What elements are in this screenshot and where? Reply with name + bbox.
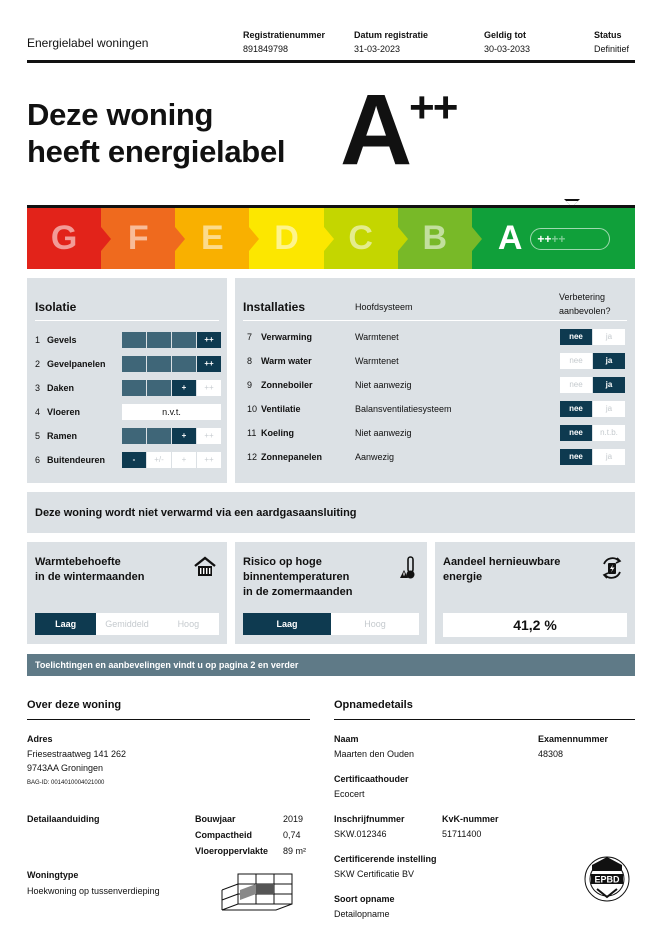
yn-option: n.t.b.: [593, 425, 625, 441]
warmtebehoefte-scale: Laag Gemiddeld Hoog: [35, 613, 219, 635]
row-verbetering: [560, 329, 626, 345]
row-label: Ventilatie: [261, 404, 301, 414]
header-field-datum: Datum registratie 31-03-2023: [354, 30, 429, 54]
row-label: Daken: [47, 383, 75, 393]
row-label: Vloeren: [47, 407, 81, 417]
row-verbetering: [560, 377, 626, 393]
scale-cell: [122, 380, 146, 396]
row-number: 10: [247, 404, 258, 414]
yn-option: nee: [560, 425, 592, 441]
bouwjaar-value: 2019: [283, 814, 304, 824]
hernieuwbaar-title: Aandeel hernieuwbare energie: [443, 556, 561, 583]
row-number: 5: [35, 431, 41, 441]
row-verbetering: [560, 449, 626, 465]
document-type: Energielabel woningen: [27, 36, 149, 50]
label-segment-g: G: [27, 208, 101, 269]
yn-option: nee: [560, 401, 592, 417]
yn-option: nee: [560, 377, 592, 393]
row-scale: [122, 380, 222, 396]
epbd-logo-icon: [583, 855, 631, 903]
segment-arrow: [324, 227, 334, 251]
verbetering-label: Verbetering aanbevolen?: [559, 292, 611, 316]
kvk-label: KvK-nummer: [442, 814, 499, 824]
row-verbetering: [560, 401, 626, 417]
adres-line2: 9743AA Groningen: [27, 763, 104, 773]
house-heat-icon: [193, 556, 217, 578]
row-number: 4: [35, 407, 41, 417]
adres-line1: Friesestraatweg 141 262: [27, 749, 127, 759]
scale-cell: [122, 332, 146, 348]
scale-cell: ++: [197, 452, 221, 468]
inschrijfnummer-value: SKW.012346: [334, 829, 387, 839]
gas-text: Deze woning wordt niet verwarmd via een aardgasaansluiting: [35, 507, 357, 519]
compactheid-value: 0,74: [283, 830, 301, 840]
yn-option: nee: [560, 329, 592, 345]
yn-option: nee: [560, 449, 592, 465]
scale-cell: [147, 428, 171, 444]
row-number: 11: [247, 428, 257, 438]
yn-option: ja: [593, 449, 625, 465]
epbd-logo-text: EPBD: [594, 874, 620, 885]
segment-arrow: [175, 227, 185, 251]
certificaathouder-label: Certificaathouder: [334, 774, 409, 784]
warmtebehoefte-panel: [27, 542, 227, 644]
scale-cell: [172, 356, 196, 372]
segment-arrow: [472, 227, 482, 251]
row-label: Buitendeuren: [47, 455, 106, 465]
adres-label: Adres: [27, 734, 53, 744]
segment-arrow: [249, 227, 259, 251]
kvk-value: 51711400: [442, 829, 482, 839]
yn-option: nee: [560, 353, 592, 369]
yn-option: ja: [593, 353, 625, 369]
row-value: Warmtenet: [355, 332, 399, 342]
scale-cell: [122, 428, 146, 444]
row-number: 1: [35, 335, 41, 345]
yn-option: ja: [593, 377, 625, 393]
gas-panel: [27, 492, 635, 533]
installaties-panel: [235, 278, 635, 483]
woningtype-label: Woningtype: [27, 870, 79, 880]
energy-label-plus: ++: [409, 83, 457, 132]
instelling-value: SKW Certificatie BV: [334, 869, 415, 879]
row-number: 12: [247, 452, 258, 462]
row-scale: [122, 332, 222, 348]
over-divider: [27, 719, 310, 720]
row-value: Balansventilatiesysteem: [355, 404, 452, 414]
over-title: Over deze woning: [27, 699, 122, 711]
row-label: Zonneboiler: [261, 380, 313, 390]
row-number: 8: [247, 356, 253, 366]
row-number: 3: [35, 383, 41, 393]
thermometer-icon: [399, 556, 419, 580]
hernieuwbaar-panel: [435, 542, 635, 644]
row-value: Aanwezig: [355, 452, 395, 462]
installaties-divider: [243, 320, 627, 321]
scale-cell: [172, 332, 196, 348]
scale-cell: ++: [197, 356, 221, 372]
woningtype-value: Hoekwoning op tussenverdieping: [27, 886, 160, 896]
renewable-energy-icon: [599, 555, 625, 581]
hernieuwbaar-value: 41,2 %: [443, 613, 627, 637]
segment-arrow: [398, 227, 408, 251]
info-bar: Toelichtingen en aanbevelingen vindt u op pagina 2 en verder: [27, 654, 635, 676]
row-value: Warmtenet: [355, 356, 399, 366]
segment-arrow: [101, 227, 111, 251]
header-divider: [27, 60, 635, 63]
bag-id: BAG-ID: 0014010004021000: [27, 780, 105, 786]
warmtebehoefte-title: Warmtebehoefte in de wintermaanden: [35, 556, 145, 583]
detail-label: Detailaanduiding: [27, 814, 100, 824]
scale-cell: +/-: [147, 452, 171, 468]
label-segment-e: E: [175, 208, 249, 269]
scale-cell: [147, 356, 171, 372]
scale-cell: ++: [197, 428, 221, 444]
label-segment-c: C: [324, 208, 398, 269]
row-label: Verwarming: [261, 332, 313, 342]
isolatie-title: Isolatie: [35, 300, 77, 314]
label-segment-a: A ++ ++: [472, 208, 635, 269]
scale-cell: +: [172, 380, 196, 396]
scale-cell: [122, 356, 146, 372]
examennummer-label: Examennummer: [538, 734, 609, 744]
label-segment-f: F: [101, 208, 175, 269]
label-plus-pill: ++ ++: [530, 228, 610, 250]
risico-scale: Laag Hoog: [243, 613, 419, 635]
examennummer-value: 48308: [538, 749, 564, 759]
label-segment-d: D: [249, 208, 323, 269]
instelling-label: Certificerende instelling: [334, 854, 437, 864]
energy-label-letter: A: [340, 74, 413, 186]
scale-cell: [147, 380, 171, 396]
yn-option: ja: [593, 329, 625, 345]
row-label: Gevels: [47, 335, 77, 345]
scale-cell: [147, 332, 171, 348]
row-scale: [122, 452, 222, 468]
row-scale: [122, 356, 222, 372]
soort-label: Soort opname: [334, 894, 395, 904]
row-number: 6: [35, 455, 41, 465]
scale-cell: ++: [197, 332, 221, 348]
installaties-title: Installaties: [243, 300, 306, 314]
row-nvt: n.v.t.: [122, 404, 221, 420]
row-number: 2: [35, 359, 41, 369]
vloeroppervlakte-label: Vloeroppervlakte: [195, 846, 269, 856]
scale-cell: +: [172, 452, 196, 468]
header-field-registratienummer: Registratienummer 891849798: [243, 30, 326, 54]
bouwjaar-label: Bouwjaar: [195, 814, 236, 824]
soort-value: Detailopname: [334, 909, 390, 919]
row-label: Koeling: [261, 428, 294, 438]
opname-title: Opnamedetails: [334, 699, 413, 711]
row-value: Niet aanwezig: [355, 380, 412, 390]
label-segment-b: B: [398, 208, 472, 269]
naam-label: Naam: [334, 734, 359, 744]
row-label: Zonnepanelen: [261, 452, 323, 462]
scale-cell: +: [172, 428, 196, 444]
vloeroppervlakte-value: 89 m²: [283, 846, 307, 856]
row-number: 9: [247, 380, 253, 390]
risico-panel: [235, 542, 427, 644]
inschrijfnummer-label: Inschrijfnummer: [334, 814, 405, 824]
building-type-icon: [218, 870, 296, 912]
energy-label-scale: [27, 205, 635, 269]
risico-title: Risico op hoge binnentemperaturen in de zomermaanden: [243, 556, 353, 598]
naam-value: Maarten den Ouden: [334, 749, 415, 759]
isolatie-divider: [35, 320, 219, 321]
hoofdsysteem-label: Hoofdsysteem: [355, 302, 413, 312]
row-label: Gevelpanelen: [47, 359, 106, 369]
headline: Deze woning heeft energielabel: [27, 97, 286, 169]
header-field-geldig: Geldig tot 30-03-2033: [484, 30, 531, 54]
compactheid-label: Compactheid: [195, 830, 253, 840]
row-label: Warm water: [261, 356, 312, 366]
isolatie-panel: [27, 278, 227, 483]
opname-divider: [334, 719, 635, 720]
scale-cell: ++: [197, 380, 221, 396]
certificaathouder-value: Ecocert: [334, 789, 365, 799]
row-value: Niet aanwezig: [355, 428, 412, 438]
row-number: 7: [247, 332, 253, 342]
row-verbetering: [560, 425, 626, 441]
scale-cell: -: [122, 452, 146, 468]
header-field-status: Status Definitief: [594, 30, 630, 54]
yn-option: ja: [593, 401, 625, 417]
row-label: Ramen: [47, 431, 78, 441]
row-scale: [122, 428, 222, 444]
row-verbetering: [560, 353, 626, 369]
